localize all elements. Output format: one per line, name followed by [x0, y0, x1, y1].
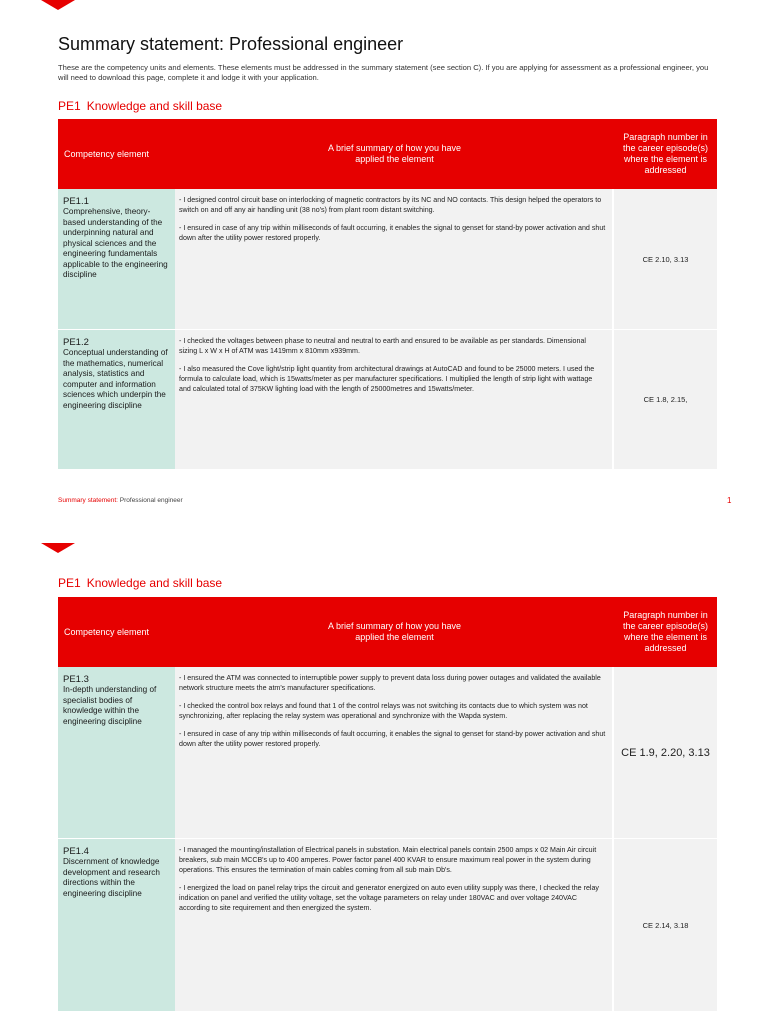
brand-chevron-top	[41, 0, 75, 10]
table-row	[58, 330, 717, 470]
element-cell	[58, 189, 175, 329]
section-code: PE1	[58, 99, 81, 113]
table-row	[58, 667, 717, 839]
paragraph-ref-cell: CE 1.9, 2.20, 3.13	[614, 667, 717, 838]
section-title-page1	[58, 99, 222, 113]
summary-cell	[175, 667, 614, 838]
header-competency-element: Competency element	[64, 149, 150, 159]
element-description: Discernment of knowledge development and research directions within the engineering discipline	[63, 857, 160, 898]
summary-cell	[175, 839, 614, 1011]
header-summary: A brief summary of how you have applied the element	[327, 621, 462, 642]
element-code: PE1.2	[63, 337, 89, 348]
page-title: Summary statement: Professional engineer	[58, 34, 404, 54]
element-description: In-depth understanding of specialist bodies of knowledge within the engineering discipline	[63, 685, 157, 726]
table-row	[58, 839, 717, 1012]
summary-paragraph: - I ensured in case of any trip within milliseconds of fault occurring, it enables the signal to genset for stand-by power activation and shut down after the utility power restored properly.	[179, 730, 606, 748]
page-footer	[58, 497, 183, 504]
summary-paragraph: - I energized the load on panel relay trips the circuit and generator energized on auto even utility supply was there, I checked the relay indication on panel and verified the utility voltage, set the voltage parameters on relay under 180VAC and over voltage 240VAC according to site requirement and then energized the system.	[179, 884, 599, 912]
element-cell	[58, 330, 175, 469]
summary-paragraph: - I ensured the ATM was connected to interruptible power supply to prevent data loss during power outages and validated the available network structure meets the atm's manufacturer specifications.	[179, 674, 601, 692]
brand-chevron-page2	[41, 543, 75, 553]
page-number: 1	[727, 496, 732, 505]
section-name: Knowledge and skill base	[86, 99, 223, 113]
paragraph-ref-cell: CE 2.10, 3.13	[614, 189, 717, 329]
summary-paragraph: - I checked the control box relays and found that 1 of the control relays was not switching its contacts due to which system was not synchronizing, after replacing the relay system was operational and synchronize with the Wapda system.	[179, 702, 588, 720]
header-paragraph-number: Paragraph number in the career episode(s) where the element is addressed	[622, 132, 709, 175]
table-header	[58, 119, 717, 189]
table-row	[58, 189, 717, 330]
summary-paragraph: - I managed the mounting/installation of Electrical panels in substation. Main electrical panels contain 2500 amps x 02 Main Air circuit breakers, sub main MCCB's up to 400 amperes. Power factor panel 400 KVAR to ensure maximum real power in the system during operations. This ensures the termination of main cables coming from all sub main Db's.	[179, 846, 597, 874]
summary-paragraph: - I designed control circuit base on interlocking of magnetic contractors by its NC and NO contacts. This design helped the operators to switch on and off any air handling unit (38 no's) from plant room distant switching.	[179, 196, 602, 214]
header-paragraph-number: Paragraph number in the career episode(s) where the element is addressed	[622, 610, 709, 653]
paragraph-ref-cell: CE 1.8, 2.15,	[614, 330, 717, 469]
footer-rest: Professional engineer	[117, 497, 183, 504]
element-cell	[58, 667, 175, 838]
section-name: Knowledge and skill base	[86, 576, 223, 590]
section-title-page2	[58, 576, 222, 590]
summary-paragraph: - I also measured the Cove light/strip light quantity from architectural drawings at AutoCAD and found to be 25000 meters. I used the formula to calculate load, which is 15watts/meter as per manufacturer specifications. I multiplied the length of strip light with wattage and calculated total of 375KW lighting load with the length of 25000metres and 15watts/meter.	[179, 365, 595, 393]
intro-text: These are the competency units and elements. These elements must be addressed in the summary statement (see section C). If you are applying for assessment as a professional engineer, you will need to download this page, complete it and lodge it with your application.	[58, 63, 709, 82]
competency-table-page2	[58, 597, 717, 1012]
competency-table-page1	[58, 119, 717, 470]
paragraph-ref-cell: CE 2.14, 3.18	[614, 839, 717, 1011]
element-code: PE1.4	[63, 846, 89, 857]
section-code: PE1	[58, 576, 81, 590]
summary-cell	[175, 330, 614, 469]
element-description: Comprehensive, theory-based understanding of the underpinning natural and physical sciences and the engineering fundamentals applicable to the engineering discipline	[63, 207, 168, 279]
element-cell	[58, 839, 175, 1011]
summary-paragraph: - I checked the voltages between phase to neutral and neutral to earth and ensured to be available as per standards. Dimensional sizing L x W x H of ATM was 1419mm x 810mm x939mm.	[179, 337, 586, 355]
footer-lead: Summary statement:	[58, 497, 118, 504]
element-description: Conceptual understanding of the mathematics, numerical analysis, statistics and computer and information sciences which underpin the engineering discipline	[63, 348, 168, 410]
summary-paragraph: - I ensured in case of any trip within milliseconds of fault occurring, it enables the signal to genset for stand-by power activation and shut down after the utility power restored properly.	[179, 224, 606, 242]
header-competency-element: Competency element	[64, 627, 150, 637]
header-summary: A brief summary of how you have applied the element	[327, 143, 462, 164]
element-code: PE1.1	[63, 196, 89, 207]
element-code: PE1.3	[63, 674, 89, 685]
table-header	[58, 597, 717, 667]
summary-cell	[175, 189, 614, 329]
